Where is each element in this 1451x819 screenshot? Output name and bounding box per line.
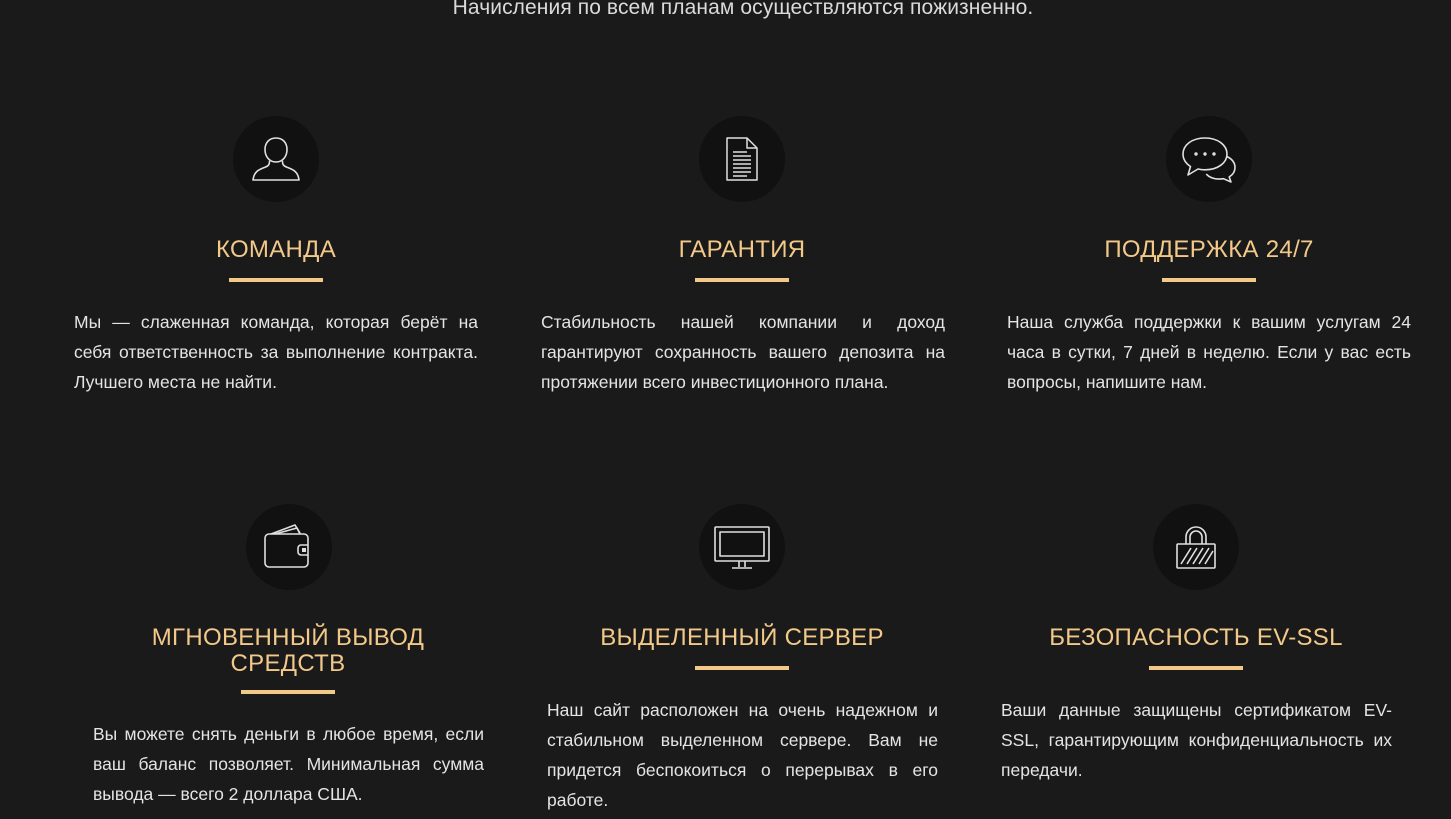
title-underline (695, 666, 789, 670)
feature-description: Мы — слаженная команда, которая берёт на себя ответственность за выполнение контракта. Лучшего места не найти. (74, 312, 478, 392)
title-underline (1149, 666, 1243, 670)
feature-description: Наша служба поддержки к вашим услугам 24 часа в сутки, 7 дней в неделю. Если у вас есть вопросы, напишите нам. (1007, 312, 1411, 392)
section-subtitle: Начисления по всем планам осуществляются пожизненно. (452, 0, 1034, 19)
monitor-icon (699, 504, 785, 590)
feature-description: Вы можете снять деньги в любое время, если ваш баланс позволяет. Минимальная сумма вывода — всего 2 доллара США. (93, 724, 484, 804)
user-icon (233, 116, 319, 202)
title-underline (241, 690, 335, 694)
document-icon (699, 116, 785, 202)
title-underline (229, 278, 323, 282)
feature-title: МГНОВЕННЫЙ ВЫВОД СРЕДСТВ (151, 624, 425, 677)
feature-title: БЕЗОПАСНОСТЬ EV-SSL (1049, 624, 1343, 651)
title-underline (695, 278, 789, 282)
wallet-icon (246, 504, 332, 590)
feature-description: Наш сайт расположен на очень надежном и стабильном выделенном сервере. Вам не придется беспокоиться о перерывах в его работе. (547, 700, 938, 810)
feature-title: ПОДДЕРЖКА 24/7 (1104, 236, 1314, 263)
chat-bubbles-icon (1166, 116, 1252, 202)
feature-description: Стабильность нашей компании и доход гарантируют сохранность вашего депозита на протяжении всего инвестиционного плана. (541, 312, 945, 392)
feature-description: Ваши данные защищены сертификатом EV-SSL, гарантирующим конфиденциальность их передачи. (1001, 700, 1392, 780)
feature-title: КОМАНДА (215, 236, 337, 263)
feature-title: ГАРАНТИЯ (678, 236, 806, 263)
padlock-icon (1153, 504, 1239, 590)
title-underline (1162, 278, 1256, 282)
feature-title: ВЫДЕЛЕННЫЙ СЕРВЕР (600, 624, 884, 651)
